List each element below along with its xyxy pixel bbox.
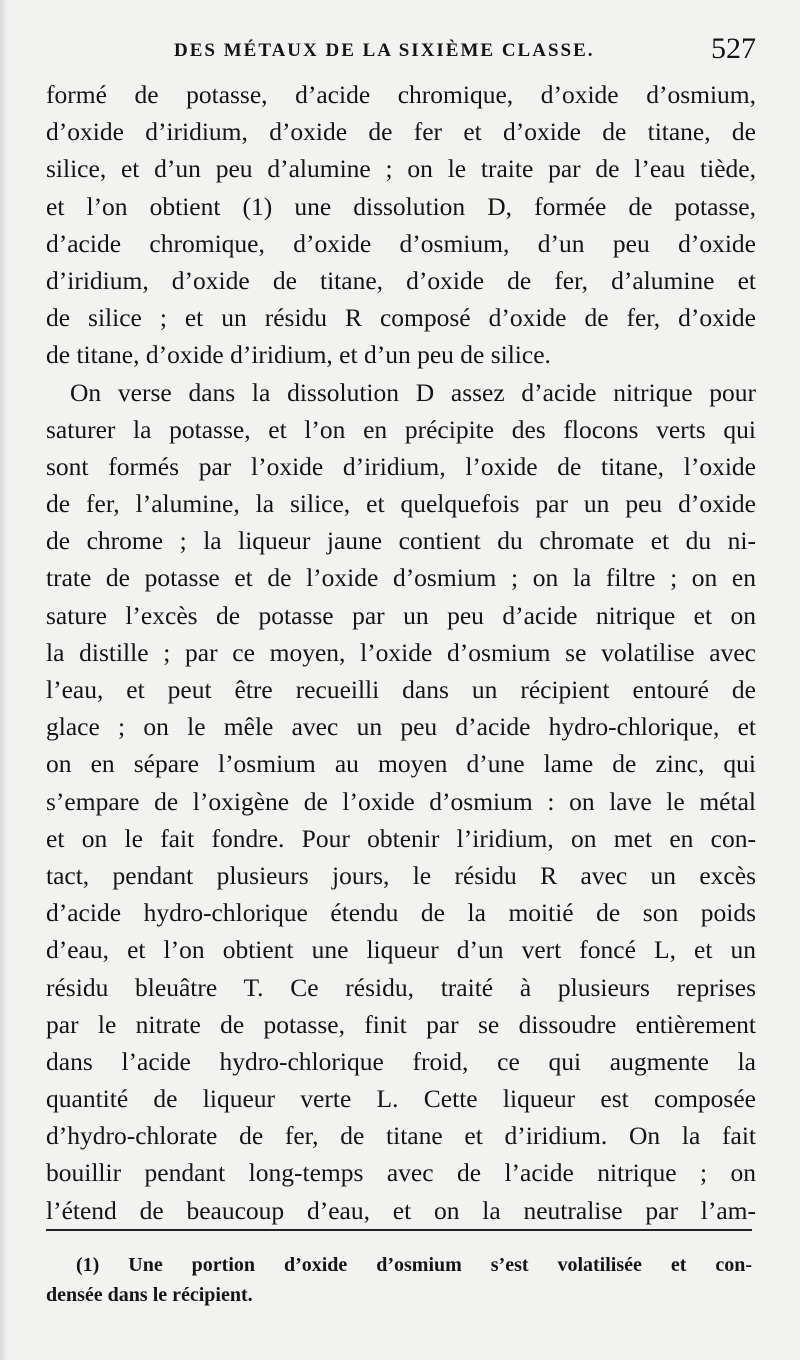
text-line: d’iridium, d’oxide de titane, d’oxide de fer, d’alumine et [46,265,756,295]
text-line: silice, et d’un peu d’alumine ; on le traite par de l’eau tiède, [46,154,756,184]
text-line: par le nitrate de potasse, finit par se dissoudre entièrement [46,1009,756,1039]
text-line: résidu bleuâtre T. Ce résidu, traité à plusieurs reprises [46,972,756,1002]
text-line: quantité de liqueur verte L. Cette liqueur est composée [46,1084,756,1114]
text-line: l’étend de beaucoup d’eau, et on la neutralise par l’am- [46,1195,756,1225]
footnote-divider [46,1229,752,1231]
text-line: d’hydro-chlorate de fer, de titane et d’iridium. On la fait [46,1121,756,1151]
running-title: DES MÉTAUX DE LA SIXIÈME CLASSE. [174,40,595,61]
text-line: la distille ; par ce moyen, l’oxide d’osmium se volatilise avec [46,637,756,667]
text-line: on en sépare l’osmium au moyen d’une lame de zinc, qui [46,749,756,779]
text-line: de chrome ; la liqueur jaune contient du chromate et du ni- [46,526,756,556]
text-line: d’oxide d’iridium, d’oxide de fer et d’oxide de titane, de [46,117,756,147]
text-line: glace ; on le mêle avec un peu d’acide hydro-chlorique, et [46,712,756,742]
page-edge-shadow [0,0,8,1360]
text-line: sature l’excès de potasse par un peu d’acide nitrique et on [46,600,756,630]
text-line: l’eau, et peut être recueilli dans un récipient entouré de [46,675,756,704]
text-line: saturer la potasse, et l’on en précipite des flocons verts qui [46,414,756,444]
page-header [46,30,756,78]
text-line: de titane, d’oxide d’iridium, et d’un peu de silice. [46,340,551,370]
text-line: de fer, l’alumine, la silice, et quelquefois par un peu d’oxide [46,489,756,519]
footnote-line: densée dans le récipient. [46,1284,253,1306]
text-line: d’eau, et l’on obtient une liqueur d’un vert foncé L, et un [46,935,756,965]
text-line: et on le fait fondre. Pour obtenir l’iridium, on met en con- [46,823,756,853]
text-line: d’acide hydro-chlorique étendu de la moitié de son poids [46,898,756,928]
text-line: et l’on obtient (1) une dissolution D, formée de potasse, [46,191,756,221]
text-line: dans l’acide hydro-chlorique froid, ce qui augmente la [46,1046,756,1076]
text-line: s’empare de l’oxigène de l’oxide d’osmium : on lave le métal [46,786,756,816]
text-line: de silice ; et un résidu R composé d’oxide de fer, d’oxide [46,303,756,333]
body-text [46,76,756,1229]
text-line: formé de potasse, d’acide chromique, d’oxide d’osmium, [46,80,756,109]
text-line: bouillir pendant long-temps avec de l’acide nitrique ; on [46,1158,756,1188]
text-line: tact, pendant plusieurs jours, le résidu R avec un excès [46,860,756,890]
footnote [46,1250,752,1310]
text-line: trate de potasse et de l’oxide d’osmium ; on la filtre ; on en [46,563,756,593]
page-number: 527 [711,32,756,65]
text-line: d’acide chromique, d’oxide d’osmium, d’un peu d’oxide [46,228,756,258]
footnote-line: (1) Une portion d’oxide d’osmium s’est volatilisée et con- [76,1254,752,1276]
paragraph-start-line: On verse dans la dissolution D assez d’acide nitrique pour [70,377,756,407]
text-line: sont formés par l’oxide d’iridium, l’oxide de titane, l’oxide [46,451,756,481]
